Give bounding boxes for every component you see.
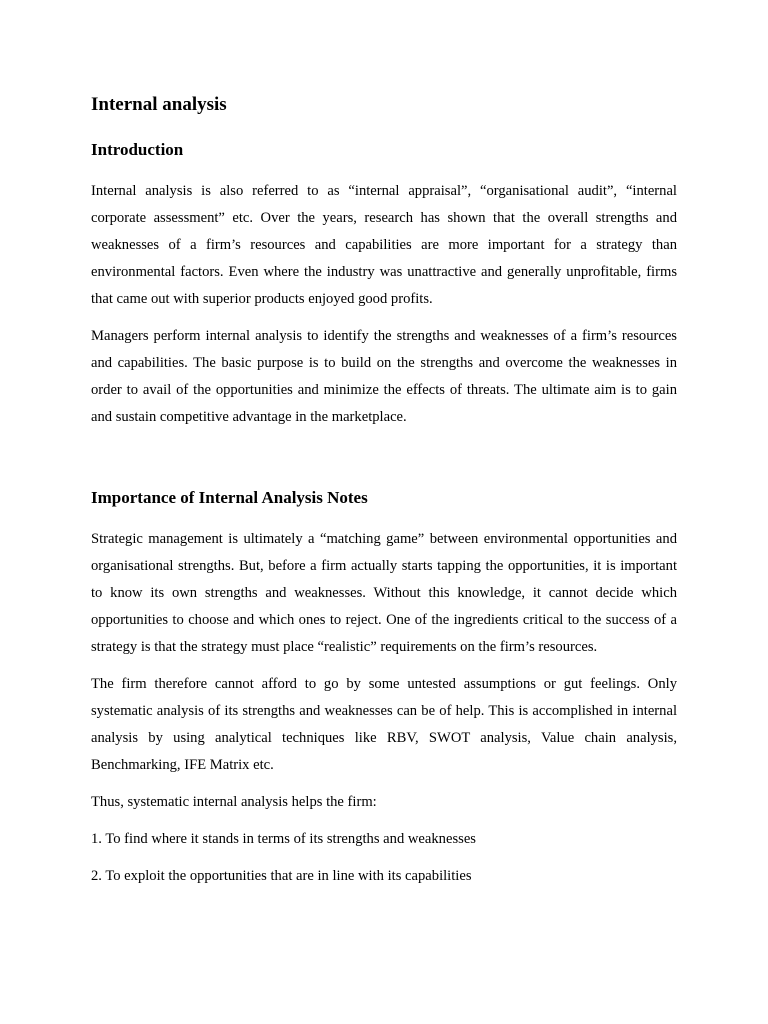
section-heading-introduction: Introduction <box>91 140 184 159</box>
document-title: Internal analysis <box>91 94 227 115</box>
intro-paragraph-2: Managers perform internal analysis to identify the strengths and weaknesses of a firm’s resources and capabilities. The basic purpose is to build on the strengths and overcome the weaknesses in order to avail of the opportunities and minimize the effects of threats. The ultimate aim is to gain and sustain competitive advantage in the marketplace. <box>91 328 677 425</box>
list-item: 2. To exploit the opportunities that are in line with its capabilities <box>91 868 472 884</box>
importance-paragraph-1: Strategic management is ultimately a “matching game” between environmental opportunities and organisational strengths. But, before a firm actually starts tapping the opportunities, it is important to know its own strengths and weaknesses. Without this knowledge, it cannot decide which opportunities to choose and which ones to reject. One of the ingredients critical to the success of a strategy is that the strategy must place “realistic” requirements on the firm’s resources. <box>91 531 677 655</box>
section-heading-importance: Importance of Internal Analysis Notes <box>91 488 368 507</box>
intro-paragraph-1: Internal analysis is also referred to as “internal appraisal”, “organisational audit”, “internal corporate assessment” etc. Over the years, research has shown that the overall strengths and weaknesses of a firm’s resources and capabilities are more important for a strategy than environmental factors. Even where the industry was unattractive and generally unprofitable, firms that came out with superior products enjoyed good profits. <box>91 183 677 307</box>
importance-paragraph-3: Thus, systematic internal analysis helps the firm: <box>91 794 377 810</box>
document-page <box>91 92 677 890</box>
importance-paragraph-2: The firm therefore cannot afford to go by some untested assumptions or gut feelings. Only systematic analysis of its strengths and weaknesses can be of help. This is accomplished in internal analysis by using analytical techniques like RBV, SWOT analysis, Value chain analysis, Benchmarking, IFE Matrix etc. <box>91 676 677 773</box>
list-item: 1. To find where it stands in terms of its strengths and weaknesses <box>91 831 476 847</box>
